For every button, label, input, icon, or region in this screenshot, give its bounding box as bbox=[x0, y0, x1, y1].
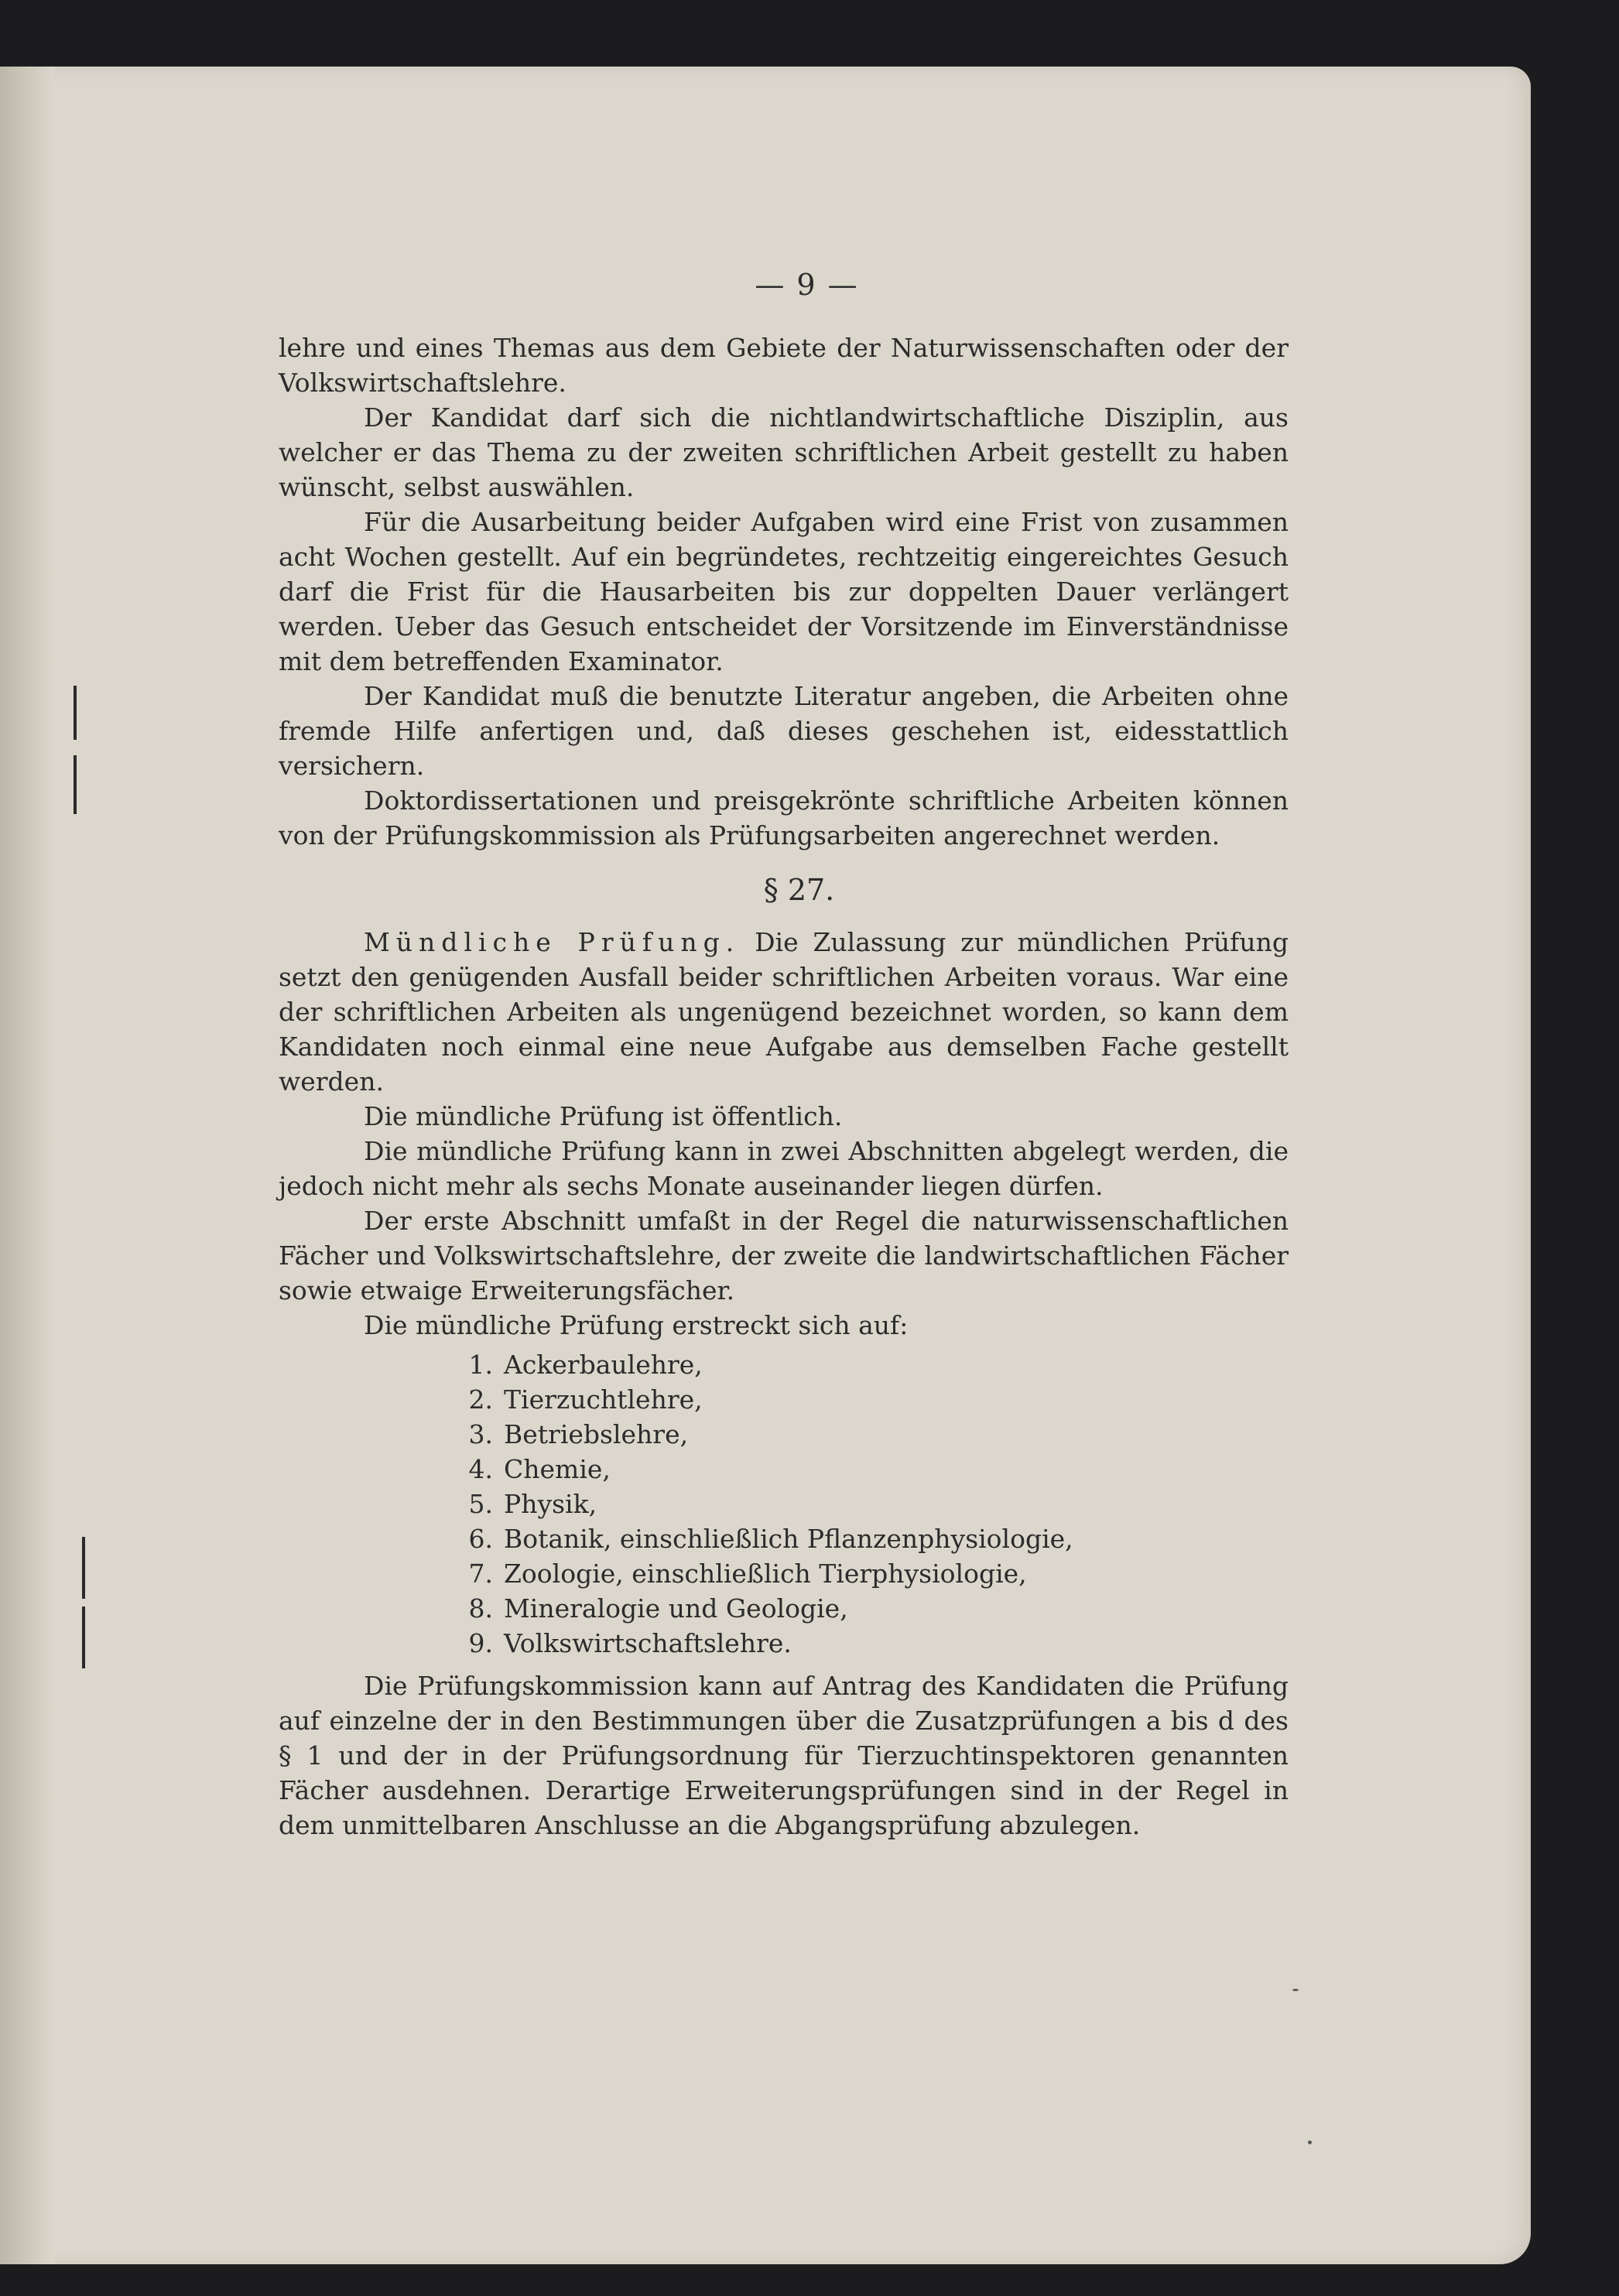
subject-name: Chemie, bbox=[504, 1454, 611, 1484]
margin-mark bbox=[82, 1537, 85, 1599]
subject-number: 6. bbox=[468, 1524, 493, 1554]
subject-list bbox=[279, 1347, 1289, 1661]
page-gutter bbox=[0, 67, 54, 2264]
subject-name: Volkswirtschaftslehre. bbox=[504, 1628, 792, 1658]
paragraph: Der Kandidat muß die benutzte Literatur angeben, die Arbeiten ohne fremde Hilfe anfertigen und, daß dieses geschehen ist, eidesstattlich versichern. bbox=[279, 681, 1289, 781]
margin-mark bbox=[74, 755, 77, 814]
paragraph: Die mündliche Prüfung ist öffentlich. bbox=[364, 1101, 843, 1131]
subject-item bbox=[445, 1591, 1289, 1626]
paragraph: Die mündliche Prüfung kann in zwei Abschnitten abgelegt werden, die jedoch nicht mehr als sechs Monate auseinander liegen dürfen. bbox=[279, 1136, 1289, 1201]
subject-name: Tierzuchtlehre, bbox=[504, 1384, 703, 1415]
subject-item bbox=[445, 1556, 1289, 1591]
paragraph: Doktordissertationen und preisgekrönte schriftliche Arbeiten können von der Prüfungskommission als Prüfungsarbeiten angerechnet werden. bbox=[279, 785, 1289, 850]
subject-item bbox=[445, 1347, 1289, 1382]
subject-item bbox=[445, 1521, 1289, 1556]
subject-name: Physik, bbox=[504, 1489, 597, 1519]
subject-item bbox=[445, 1417, 1289, 1452]
paragraphs-before-section bbox=[279, 330, 1289, 853]
subject-item bbox=[445, 1452, 1289, 1487]
subject-number: 3. bbox=[468, 1419, 493, 1449]
subject-name: Zoologie, einschließlich Tierphysiologie, bbox=[504, 1559, 1027, 1589]
margin-mark bbox=[82, 1607, 85, 1668]
subject-number: 4. bbox=[468, 1454, 493, 1484]
paragraphs-after-section bbox=[279, 1099, 1289, 1343]
subject-name: Mineralogie und Geologie, bbox=[504, 1593, 848, 1624]
section-title: Mündliche Prüfung. bbox=[364, 927, 741, 957]
paragraph: lehre und eines Themas aus dem Gebiete der Naturwissenschaften oder der Volkswirtschaftslehre. bbox=[279, 333, 1289, 398]
paragraph: Die mündliche Prüfung erstreckt sich auf: bbox=[364, 1310, 909, 1340]
section-first-paragraph bbox=[279, 925, 1289, 1099]
margin-mark bbox=[74, 686, 77, 740]
subject-item bbox=[445, 1382, 1289, 1417]
closing-paragraph: Die Prüfungskommission kann auf Antrag des Kandidaten die Prüfung auf einzelne der in den Bestimmungen über die Zusatzprüfungen a bis d des § 1 und der in der Prüfungsordnung für Tierzuchtinspektoren genannten Fächer ausdehnen. Derartige Erweiterungsprüfungen sind in der Regel in dem unmittelbaren Anschlusse an die Abgangsprüfung abzulegen. bbox=[279, 1671, 1289, 1840]
subject-number: 8. bbox=[468, 1593, 493, 1624]
section-heading: § 27. bbox=[763, 873, 835, 907]
subject-number: 1. bbox=[468, 1350, 493, 1380]
subject-number: 5. bbox=[468, 1489, 493, 1519]
subject-item bbox=[445, 1487, 1289, 1521]
book-page bbox=[0, 67, 1531, 2264]
paragraph: Für die Ausarbeitung beider Aufgaben wird eine Frist von zusammen acht Wochen gestellt. Auf ein begründetes, rechtzeitig eingereichtes Gesuch darf die Frist für die Hausarbeiten bis zur doppelten Dauer verlängert werden. Ueber das Gesuch entscheidet der Vorsitzende im Einverständnisse mit dem betreffenden Examinator. bbox=[279, 507, 1289, 676]
subject-name: Botanik, einschließlich Pflanzenphysiologie, bbox=[504, 1524, 1073, 1554]
paper-speck bbox=[1292, 1989, 1299, 1991]
subject-number: 2. bbox=[468, 1384, 493, 1415]
paragraph: Der erste Abschnitt umfaßt in der Regel die naturwissenschaftlichen Fächer und Volkswirtschaftslehre, der zweite die landwirtschaftlichen Fächer sowie etwaige Erweiterungsfächer. bbox=[279, 1206, 1289, 1305]
page-number: — 9 — bbox=[755, 268, 859, 302]
subject-name: Ackerbaulehre, bbox=[504, 1350, 703, 1380]
subject-name: Betriebslehre, bbox=[504, 1419, 689, 1449]
subject-item bbox=[445, 1626, 1289, 1661]
subject-number: 7. bbox=[468, 1559, 493, 1589]
paragraph: Der Kandidat darf sich die nichtlandwirtschaftliche Disziplin, aus welcher er das Thema zu der zweiten schriftlichen Arbeit gestellt zu haben wünscht, selbst auswählen. bbox=[279, 402, 1289, 502]
page-text bbox=[279, 268, 1289, 1843]
section-first-text: Die Zulassung zur mündlichen Prüfung setzt den genügenden Ausfall beider schriftlichen Arbeiten voraus. War eine der schriftlichen Arbeiten als ungenügend bezeichnet worden, so kann dem Kandidaten noch einmal eine neue Aufgabe aus demselben Fache gestellt werden. bbox=[279, 927, 1289, 1097]
subject-number: 9. bbox=[468, 1628, 493, 1658]
paper-speck bbox=[1308, 2140, 1312, 2144]
